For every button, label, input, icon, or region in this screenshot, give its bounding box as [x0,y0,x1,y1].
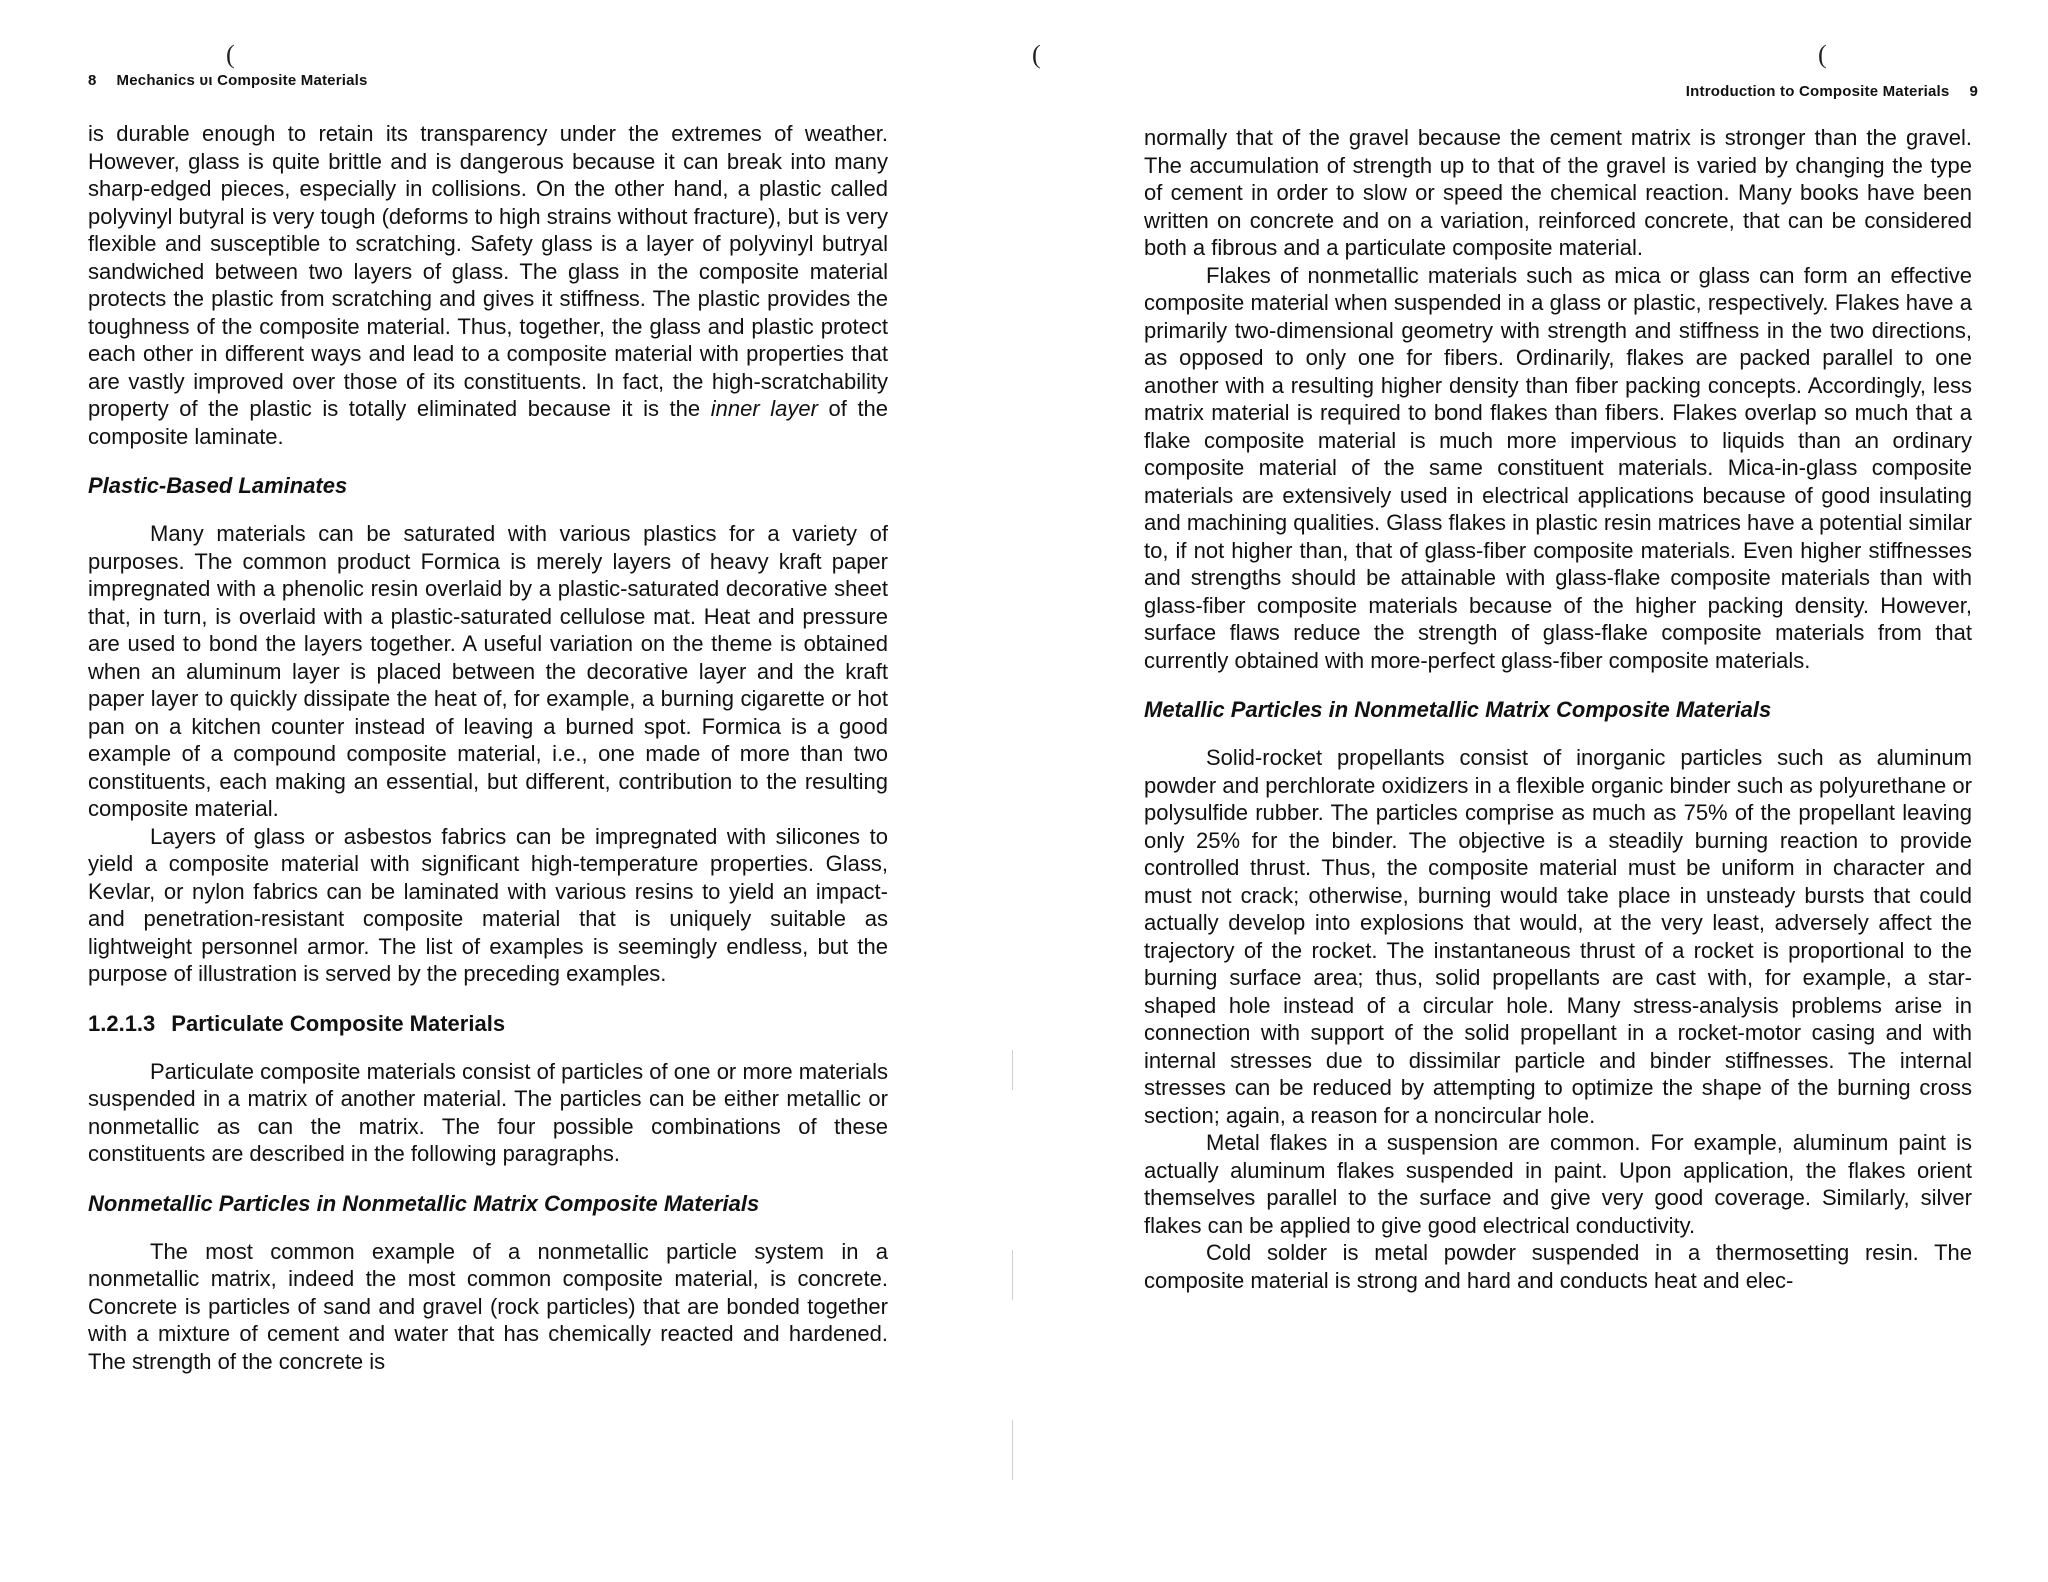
stray-paren-mark: ( [226,40,235,69]
section-heading [88,1010,888,1038]
body-paragraph: Particulate composite materials consist of particles of one or more materials suspended in a matrix of another material. The particles can be either metallic or nonmetallic as can the matrix. The four possible combinations of these constituents are described in the following paragraphs. [88,1058,888,1166]
subsection-heading: Nonmetallic Particles in Nonmetallic Matrix Composite Materials [88,1190,760,1216]
section-number: 1.2.1.3 [88,1010,156,1036]
page-number: 8 [88,72,97,89]
body-paragraph: Flakes of nonmetallic materials such as mica or glass can form an effective composite material when suspended in a glass or plastic, respectively. Flakes have a primarily two-dimensional geometry with strength and stiffness in the two directions, as opposed to only one for fibers. Ordinarily, flakes are packed parallel to one another with a resulting higher density than fiber packing concepts. Accordingly, less matrix material is required to bond flakes than fibers. Flakes overlap so much that a flake composite material is much more impervious to liquids than an ordinary composite material of the same constituent materials. Mica-in-glass composite materials are extensively used in electrical applications because of good insulating and machining qualities. Glass flakes in plastic resin matrices have a potential similar to, if not higher than, that of glass-fiber composite materials. Even higher stiffnesses and strengths should be attainable with glass-flake composite materials than with glass-fiber composite materials because of the higher packing density. However, surface flaws reduce the strength of glass-flake composite materials from that currently obtained with more-perfect glass-fiber composite materials. [1144,262,1972,673]
page-number: 9 [1969,83,1978,100]
body-paragraph: Solid-rocket propellants consist of inorganic particles such as aluminum powder and perchlorate oxidizers in a flexible organic binder such as polyurethane or polysulfide rubber. The particles comprise as much as 75% of the propellant leaving only 25% for the binder. The objective is a steadily burning reaction to provide controlled thrust. Thus, the composite material must be uniform in character and must not crack; otherwise, burning would take place in unsteady bursts that could actually develop into explosions that would, at the very least, adversely affect the trajectory of the rocket. The instantaneous thrust of a rocket is proportional to the burning surface area; thus, solid propellants are cast with, for example, a star-shaped hole instead of a circular hole. Many stress-analysis problems arise in connection with support of the solid propellant in a rocket-motor casing and with internal stresses due to dissimilar particle and binder stiffnesses. The internal stresses can be reduced by attempting to optimize the shape of the burning cross section; again, a reason for a noncircular hole. [1144,745,1972,1128]
italic-phrase: inner layer [710,396,818,421]
body-paragraph: The most common example of a nonmetallic particle system in a nonmetallic matrix, indeed the most common composite material, is concrete. Concrete is particles of sand and gravel (rock particles) that are bonded together with a mixture of cement and water that has chemically reacted and hardened. The strength of the concrete is [88,1238,888,1374]
subsection-heading: Plastic-Based Laminates [88,473,348,498]
body-paragraph: normally that of the gravel because the cement matrix is stronger than the gravel. The accumulation of strength up to that of the gravel is varied by changing the type of cement in order to slow or speed the chemical reaction. Many books have been written on concrete and on a variation, reinforced concrete, that can be considered both a fibrous and a particulate composite material. [1144,125,1972,260]
left-text-column [88,120,888,1375]
gutter-mark [1012,1420,1013,1480]
stray-paren-mark: ( [1032,40,1041,69]
right-page [1024,0,2048,1582]
subsection-heading: Metallic Particles in Nonmetallic Matrix Composite Materials [1144,697,1772,722]
body-paragraph: is durable enough to retain its transparency under the extremes of weather. However, glass is quite brittle and is dangerous because it can break into many sharp-edged pieces, especially in collisions. On the other hand, a plastic called polyvinyl butyral is very tough (deforms to high strains without fracture), but is very flexible and susceptible to scratching. Safety glass is a layer of polyvinyl butryal sandwiched between two layers of glass. The glass in the composite material protects the plastic from scratching and gives it stiffness. The plastic provides the toughness of the composite material. Thus, together, the glass and plastic protect each other in different ways and lead to a composite material with properties that are vastly improved over those of its constituents. In fact, the high-scratchability property of the plastic is totally eliminated because it is the inner layer of the composite laminate. [88,121,889,449]
section-title: Particulate Composite Materials [171,1010,506,1036]
gutter-mark [1012,1050,1013,1090]
running-head-title: Mechanics υι Composite Materials [116,72,368,89]
body-paragraph: Layers of glass or asbestos fabrics can be impregnated with silicones to yield a composite material with significant high-temperature properties. Glass, Kevlar, or nylon fabrics can be laminated with various resins to yield an impact- and penetration-resistant composite material that is uniquely suitable as lightweight personnel armor. The list of examples is seemingly endless, but the purpose of illustration is served by the preceding examples. [88,823,888,986]
running-head-right [1686,83,1978,100]
gutter-mark [1012,1250,1013,1300]
stray-paren-mark: ( [1818,40,1827,69]
body-paragraph: Cold solder is metal powder suspended in a thermosetting resin. The composite material is strong and hard and conducts heat and elec- [1144,1240,1972,1293]
body-paragraph: Metal flakes in a suspension are common. For example, aluminum paint is actually aluminum flakes suspended in paint. Upon application, the flakes orient themselves parallel to the surface and give very good coverage. Similarly, silver flakes can be applied to give good electrical conductivity. [1144,1130,1972,1238]
body-paragraph: Many materials can be saturated with various plastics for a variety of purposes. The common product Formica is merely layers of heavy kraft paper impregnated with a phenolic resin overlaid by a plastic-saturated decorative sheet that, in turn, is overlaid with a plastic-saturated cellulose mat. Heat and pressure are used to bond the layers together. A useful variation on the theme is obtained when an aluminum layer is placed between the decorative layer and the kraft paper layer to quickly dissipate the heat of, for example, a burning cigarette or hot pan on a kitchen counter instead of leaving a burned spot. Formica is a good example of a compound composite material, i.e., one made of more than two constituents, each making an essential, but different, contribution to the resulting composite material. [88,521,888,821]
running-head-left [88,72,368,89]
right-text-column [1144,124,1972,1294]
running-head-title: Introduction to Composite Materials [1685,83,1950,100]
